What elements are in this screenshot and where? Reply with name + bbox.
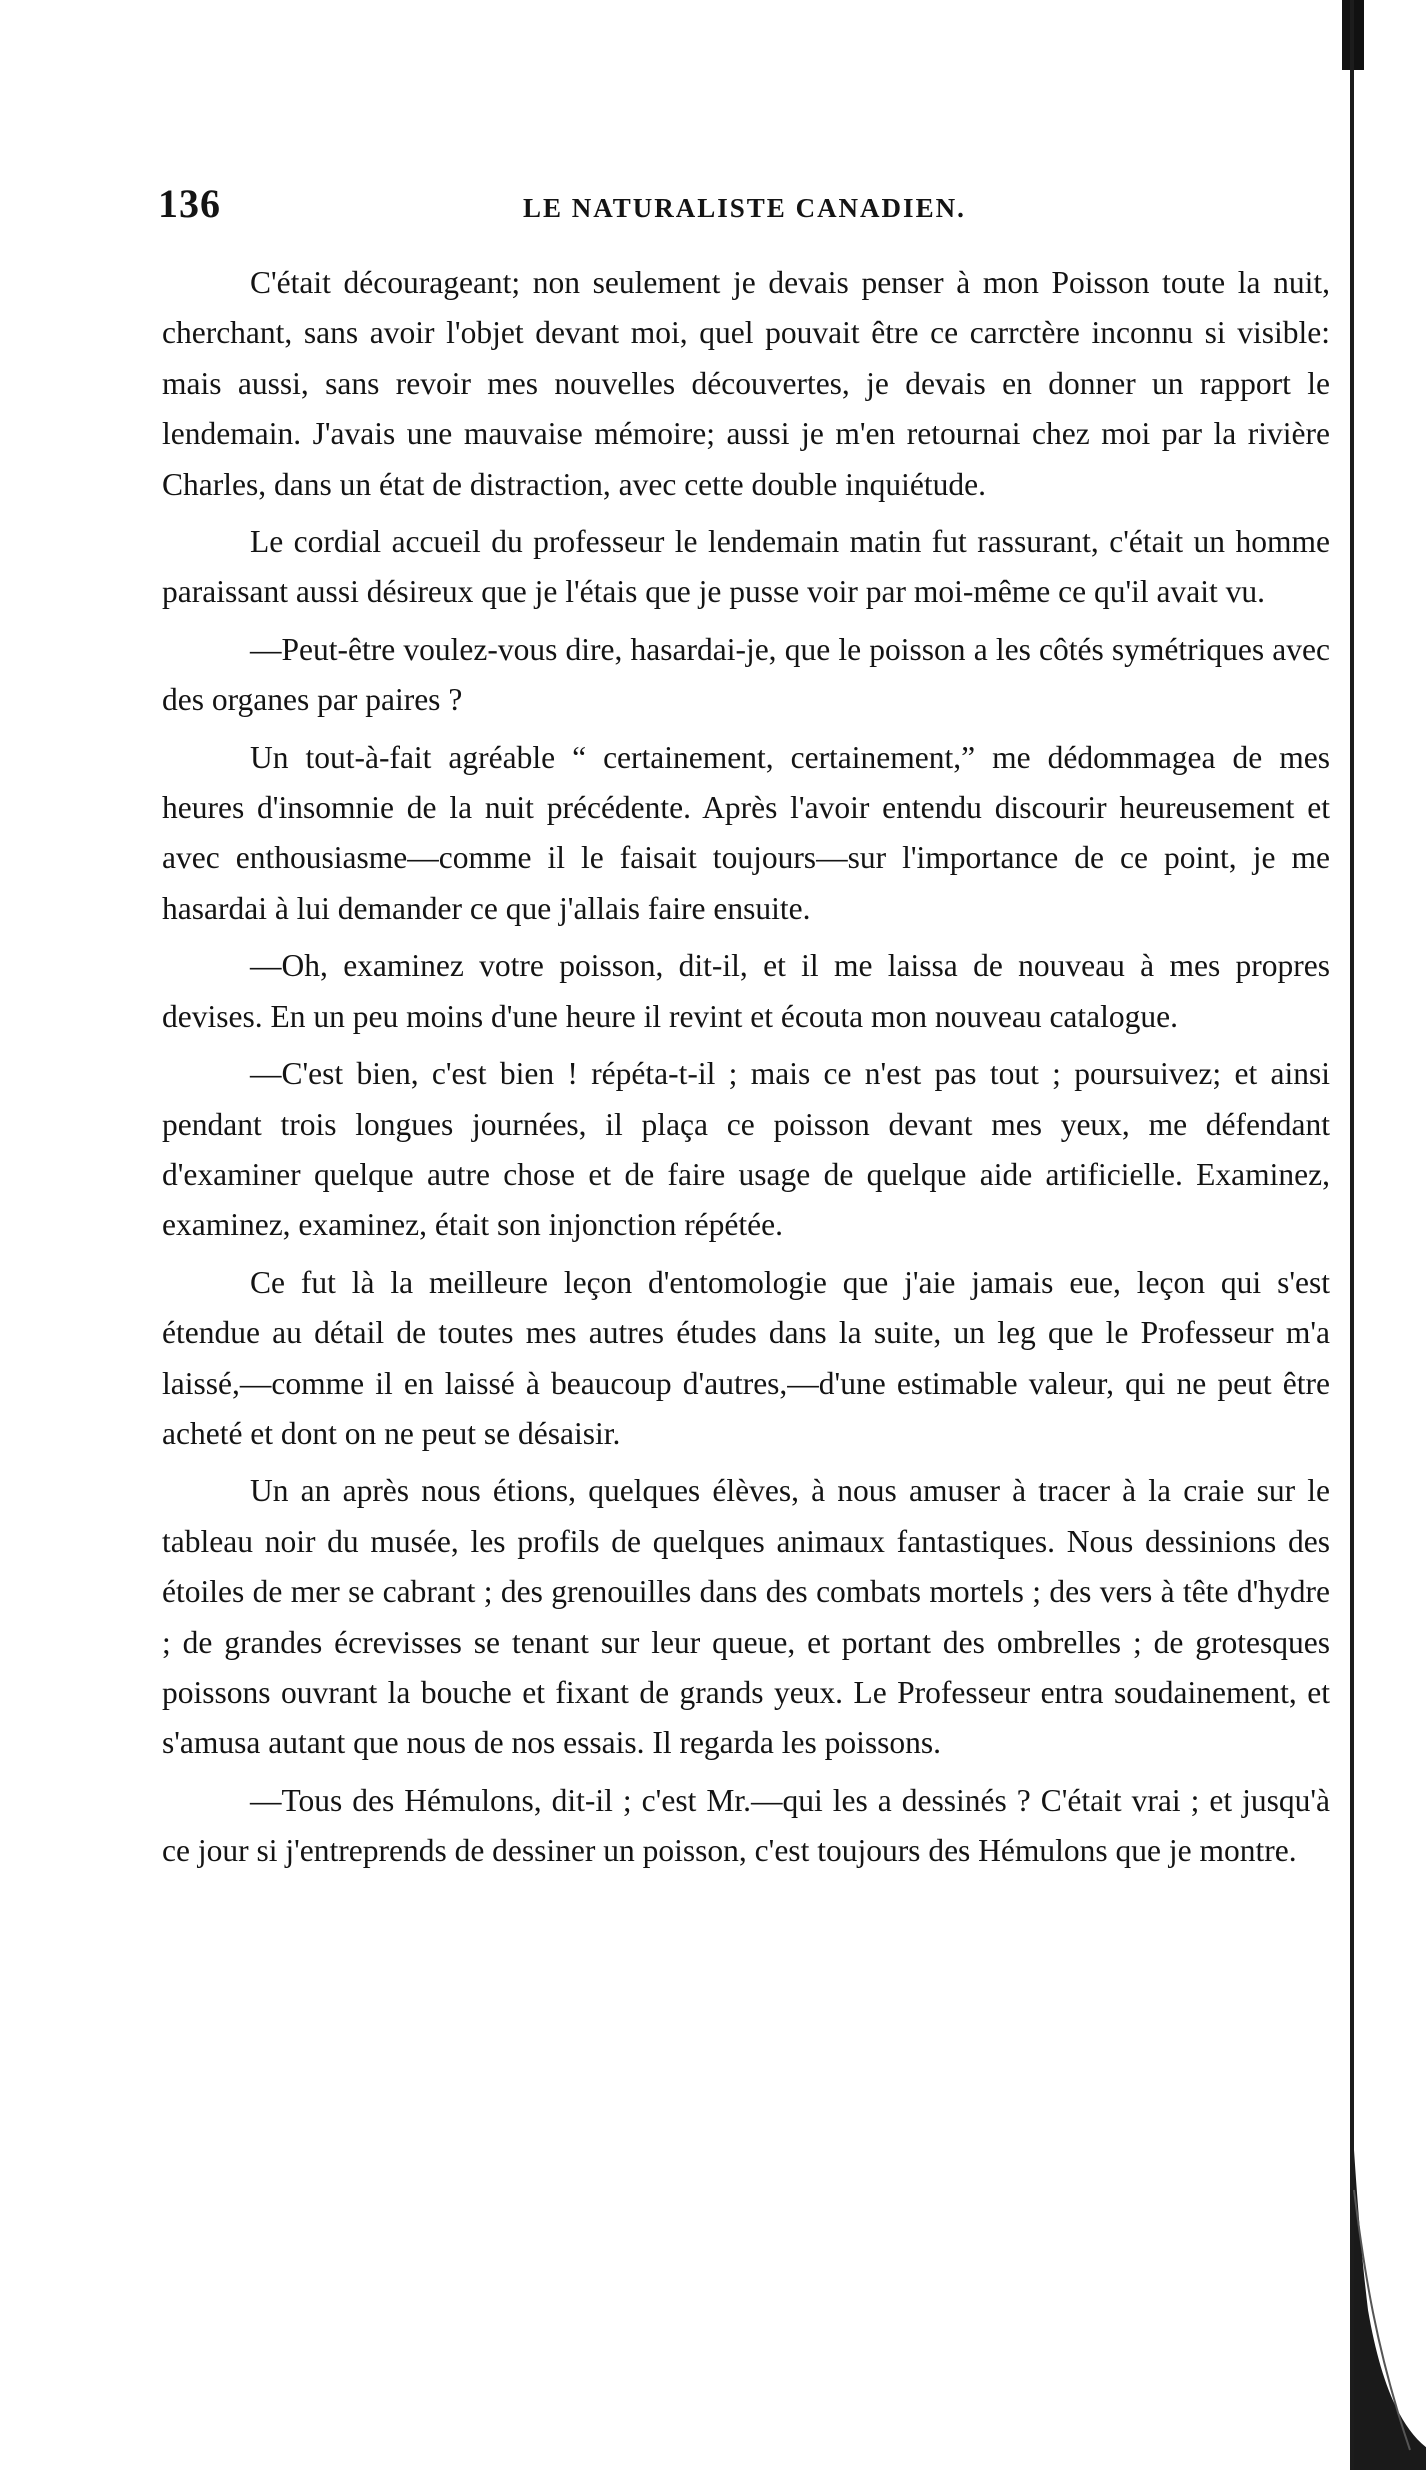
page-binding-edge xyxy=(1342,0,1426,2470)
page-number: 136 xyxy=(158,181,221,226)
paragraph: —Oh, examinez votre poisson, dit-il, et il me laissa de nouveau à mes propres devises. En un peu moins d'une heure il revint et écouta mon nouveau catalogue. xyxy=(162,948,1330,1034)
paragraph: Un tout-à-fait agréable “ certainement, certainement,” me dédommagea de mes heures d'insomnie de la nuit précédente. Après l'avoir entendu discourir heureusement et avec enthousiasme—comme il le faisait toujours—sur l'importance de ce point, je me hasardai à lui demander ce que j'allais faire ensuite. xyxy=(162,739,1330,926)
paragraph: —Tous des Hémulons, dit-il ; c'est Mr.—qui les a dessinés ? C'était vrai ; et jusqu'à ce jour si j'entreprends de dessiner un poisson, c'est toujours des Hémulons que je montre. xyxy=(162,1782,1330,1869)
paragraph: Le cordial accueil du professeur le lendemain matin fut rassurant, c'était un homme paraissant aussi désireux que je l'étais que je pusse voir par moi-même ce qu'il avait vu. xyxy=(162,524,1330,610)
paragraph: Un an après nous étions, quelques élèves, à nous amuser à tracer à la craie sur le tableau noir du musée, les profils de quelques animaux fantastiques. Nous dessinions des étoiles de mer se cabrant ; des grenouilles dans des combats mortels ; des vers à tête d'hydre ; de grandes écrevisses se tenant sur leur queue, et portant des ombrelles ; de grotesques poissons ouvrant la bouche et fixant de grands yeux. Le Professeur entra soudainement, et s'amusa autant que nous de nos essais. Il regarda les poissons. xyxy=(162,1473,1330,1761)
paragraph: Ce fut là la meilleure leçon d'entomologie que j'aie jamais eue, leçon qui s'est étendue au détail de toutes mes autres études dans la suite, un leg que le Professeur m'a laissé,—comme il en laissé à beaucoup d'autres,—d'une estimable valeur, qui ne peut être acheté et dont on ne peut se désaisir. xyxy=(162,1264,1330,1451)
body-text xyxy=(162,258,1330,1884)
paragraph: —C'est bien, c'est bien ! répéta-t-il ; mais ce n'est pas tout ; poursuivez; et ainsi pendant trois longues journées, il plaça ce poisson devant mes yeux, me défendant d'examiner quelque autre chose et de faire usage de quelque aide artificielle. Examinez, examinez, examinez, était son injonction répétée. xyxy=(162,1056,1330,1243)
running-header xyxy=(158,180,1328,230)
paragraph: —Peut-être voulez-vous dire, hasardai-je, que le poisson a les côtés symétriques avec des organes par paires ? xyxy=(162,631,1330,718)
binding-line xyxy=(1350,0,1354,2470)
paragraph: C'était décourageant; non seulement je devais penser à mon Poisson toute la nuit, cherchant, sans avoir l'objet devant moi, quel pouvait être ce carrctère inconnu si visible: mais aussi, sans revoir mes nouvelles découvertes, je devais en donner un rapport le lendemain. J'avais une mauvaise mémoire; aussi je m'en retournai chez moi par la rivière Charles, dans un état de distraction, avec cette double inquiétude. xyxy=(162,265,1330,502)
journal-title: LE NATURALISTE CANADIEN. xyxy=(523,193,966,223)
binding-foot-shadow xyxy=(1350,2150,1426,2470)
